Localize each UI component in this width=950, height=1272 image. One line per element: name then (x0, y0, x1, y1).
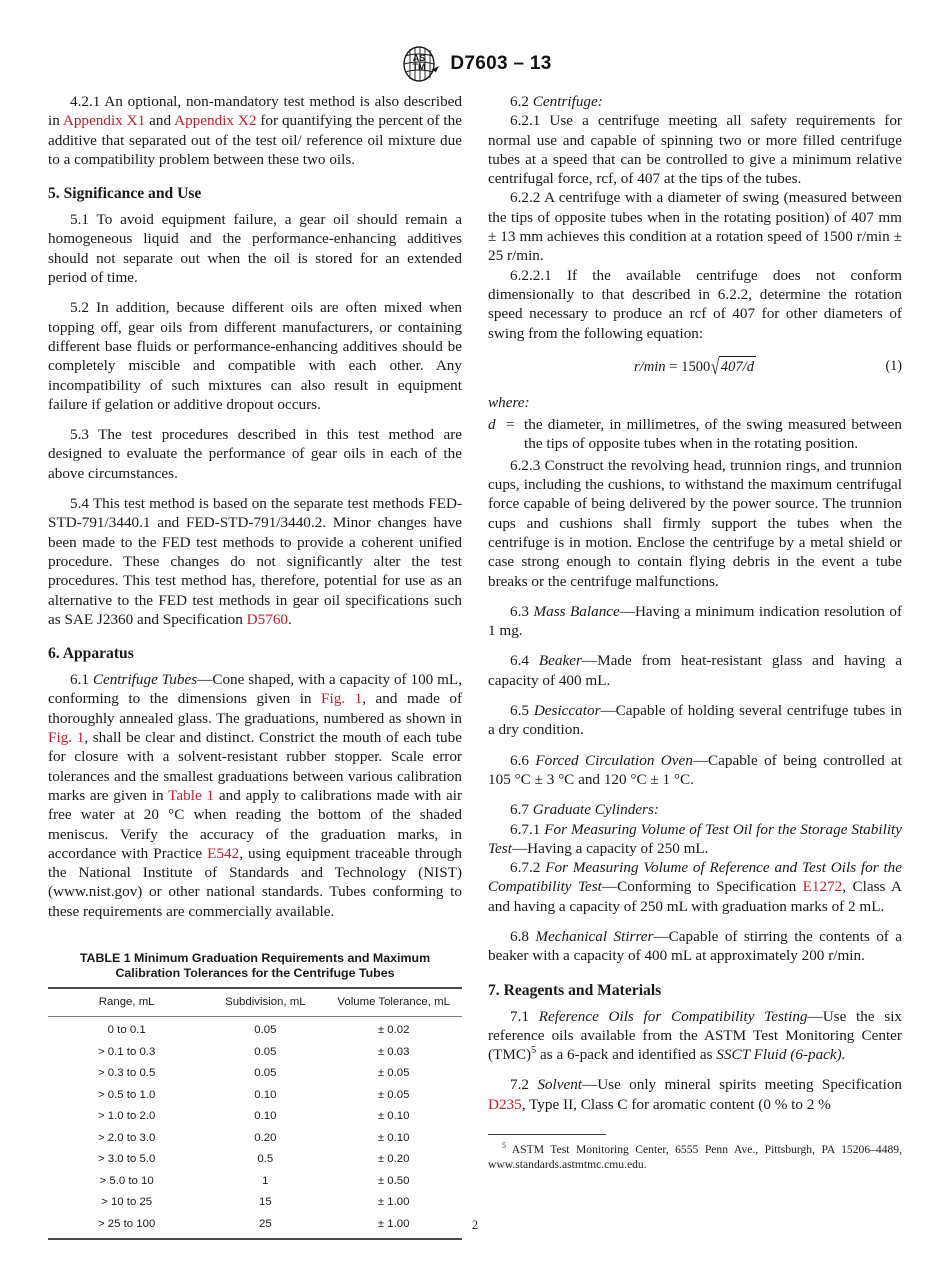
equation-number: (1) (885, 357, 902, 374)
table-row (48, 1017, 462, 1042)
paragraph-7-2 (488, 1075, 902, 1114)
paragraph-5-4 (48, 494, 462, 629)
definition-equals: = (506, 416, 515, 434)
table-row (48, 1085, 462, 1106)
paragraph-6-1 (48, 670, 462, 921)
cell-subdivision: 0.10 (254, 1088, 277, 1101)
paragraph-spacer (488, 1064, 902, 1075)
cell-subdivision: 15 (259, 1196, 272, 1209)
paragraph-6-2-2-1: 6.2.2.1 If the available centrifuge does not conform dimensionally to that described in 6.2.2, determine the rotation speed necessary to produce an rcf of 407 for other diameters of swing from the following equation: (488, 266, 902, 342)
para-7-1-term-2: SSCT Fluid (6-pack). (716, 1046, 846, 1064)
para-6-3-term: Mass Balance (533, 602, 620, 620)
footnote-marker-5[interactable]: 5 (531, 1045, 537, 1057)
cell-range: > 10 to 25 (101, 1196, 153, 1209)
table-1-head (48, 988, 462, 1017)
paragraph-6-6 (488, 751, 902, 790)
para-6-7-2-number: 6.7.2 (510, 859, 546, 877)
para-6-4-term: Beaker (538, 652, 582, 670)
square-root-icon (710, 355, 756, 380)
svg-text:TM: TM (412, 62, 426, 72)
cell-range: > 5.0 to 10 (99, 1174, 154, 1187)
cell-subdivision: 25 (259, 1217, 272, 1230)
definition-text-d: the diameter, in millimetres, of the swing measured between the tips of opposite tubes when in the rotating position. (524, 416, 902, 453)
paragraph-6-3 (488, 602, 902, 641)
para-6-1-term: Centrifuge Tubes (92, 671, 198, 689)
paragraph-spacer (488, 740, 902, 751)
svg-text:AS: AS (413, 53, 426, 63)
para-4-2-1-text-b: and (145, 112, 175, 130)
radical-sign: √ (711, 355, 720, 380)
cell-subdivision: 0.5 (257, 1153, 274, 1166)
para-6-5-term: Desiccator (533, 702, 601, 720)
paragraph-6-7-1 (488, 820, 902, 859)
paragraph-spacer (488, 789, 902, 800)
para-7-1-term: Reference Oils for Compatibility Testing (538, 1007, 808, 1025)
para-5-4-text-b: . (288, 610, 292, 628)
para-6-6-number: 6.6 (510, 751, 536, 769)
cell-range: > 25 to 100 (97, 1217, 156, 1230)
paragraph-6-4 (488, 651, 902, 690)
cell-range: 0 to 0.1 (107, 1024, 146, 1037)
paragraph-spacer (48, 414, 462, 425)
paragraph-spacer (48, 483, 462, 494)
para-6-8-number: 6.8 (510, 927, 536, 945)
para-7-1-number: 7.1 (510, 1007, 539, 1025)
column-header-subdivision: Subdivision, mL (205, 988, 325, 1017)
paragraph-6-5 (488, 701, 902, 740)
para-6-7-2-text-b: , Class A and having a capacity of 250 mL with graduation marks of 2 mL. (488, 878, 902, 915)
para-6-3-text: —Having a minimum indication resolution of 1 mg. (488, 602, 903, 640)
heading-section-7: 7. Reagents and Materials (488, 981, 662, 999)
cell-range: > 2.0 to 3.0 (97, 1131, 156, 1144)
table-row (48, 1063, 462, 1084)
cell-tolerance: ± 1.00 (377, 1217, 410, 1230)
para-6-4-number: 6.4 (510, 652, 539, 670)
paragraph-6-7-2 (488, 858, 902, 916)
table-row (48, 1192, 462, 1213)
para-7-2-text-a: —Use only mineral spirits meeting Specification (582, 1076, 903, 1094)
cell-subdivision: 0.05 (254, 1024, 277, 1037)
footnote-number: 5 (502, 1141, 506, 1151)
reference-d235[interactable]: D235 (488, 1095, 522, 1113)
table-row (48, 1042, 462, 1063)
equation-1 (488, 355, 902, 380)
paragraph-6-2 (488, 92, 902, 111)
para-6-4-text: —Made from heat-resistant glass and having a capacity of 400 mL. (488, 652, 903, 689)
reference-appendix-x2[interactable]: Appendix X2 (174, 112, 257, 130)
table-row (48, 1149, 462, 1170)
reference-fig-1-first[interactable]: Fig. 1 (321, 690, 363, 708)
page-number: 2 (471, 1218, 479, 1232)
right-column (488, 92, 902, 1172)
cell-tolerance: ± 0.02 (377, 1024, 410, 1037)
para-5-4-text-a: 5.4 This test method is based on the separate test methods FED-STD-791/3440.1 and FED-STD-791/3440.2. Minor changes have been made to the FED test methods to provide a coherent unified procedure. These changes do not significantly alter the test procedures. This test method has, therefore, potential for use as an alternative to the FED test methods in gear oil specifications such as SAE J2360 and Specification (48, 495, 462, 628)
cell-subdivision: 0.05 (254, 1067, 277, 1080)
para-6-5-number: 6.5 (510, 702, 534, 720)
column-header-range: Range, mL (48, 988, 205, 1017)
paragraph-6-2-1: 6.2.1 Use a centrifuge meeting all safety requirements for normal use and capable of spinning two or more filled centrifuge tubes at a speed that can be controlled to give a minimum relative centrifugal force, rcf, of 407 at the tips of the tubes. (488, 112, 902, 188)
where-label: where: (488, 393, 530, 411)
paragraph-spacer (488, 690, 902, 701)
para-6-6-term: Forced Circulation Oven (535, 751, 693, 769)
footnote-divider (488, 1134, 606, 1135)
paragraph-spacer (48, 287, 462, 298)
para-6-1-number: 6.1 (70, 671, 93, 689)
para-6-7-2-text-a: —Conforming to Specification (601, 878, 803, 896)
equation-lhs: r/min (633, 358, 666, 375)
para-6-1-text-c: , shall be clear and distinct. Constrict the mouth of each tube for closure with a solvent-resistant rubber stopper. Scale error tolerances and the smallest graduations between various calibration marks are given in (48, 729, 462, 804)
cell-tolerance: ± 0.10 (377, 1131, 410, 1144)
cell-tolerance: ± 0.03 (377, 1045, 410, 1058)
para-7-2-text-b: , Type II, Class C for aromatic content (0 % to 2 % (521, 1095, 831, 1113)
heading-section-6: 6. Apparatus (48, 645, 134, 663)
paragraph-spacer (488, 640, 902, 651)
para-6-1-text-b: , and made of thoroughly annealed glass. The graduations, numbered as shown in (48, 690, 462, 727)
table-row (48, 1106, 462, 1127)
para-6-7-term: Graduate Cylinders: (532, 801, 659, 819)
reference-e1272[interactable]: E1272 (802, 878, 843, 896)
para-7-1-text-b: as a 6-pack and identified as (536, 1046, 717, 1064)
definition-term-d: d (488, 416, 496, 434)
table-row (48, 1171, 462, 1192)
para-6-8-term: Mechanical Stirrer (535, 927, 654, 945)
paragraph-6-2-2: 6.2.2 A centrifuge with a diameter of swing (measured between the tips of opposite tubes when in the rotating position) of 407 mm ± 13 mm achieves this condition at a rotation speed of 1500 r/min ± 25 r/min. (488, 189, 902, 265)
para-6-1-text-d: and apply to calibrations made with air free water at 20 °C when reading the bottom of the shaded meniscus. Verify the accuracy of the graduation marks, in accordance with Practice (48, 786, 462, 862)
footnote-text: ASTM Test Monitoring Center, 6555 Penn Ave., Pittsburgh, PA 15206–4489, www.standards.astmtmc.cmu.edu. (488, 1143, 902, 1172)
cell-range: > 3.0 to 5.0 (97, 1153, 156, 1166)
paragraph-spacer (488, 916, 902, 927)
cell-range: > 0.5 to 1.0 (97, 1088, 156, 1101)
para-7-2-term: Solvent (537, 1076, 583, 1094)
paragraph-7-1 (488, 1007, 902, 1065)
cell-range: > 0.3 to 0.5 (97, 1067, 156, 1080)
para-6-3-number: 6.3 (510, 602, 534, 620)
cell-subdivision: 1 (262, 1174, 269, 1187)
cell-tolerance: ± 0.50 (377, 1174, 410, 1187)
table-1 (48, 987, 462, 1240)
cell-tolerance: ± 0.05 (377, 1088, 410, 1101)
para-6-6-text: —Capable of being controlled at 105 °C ± 3 °C and 120 °C ± 1 °C. (488, 751, 903, 788)
column-header-volume-tolerance: Volume Tolerance, mL (325, 988, 462, 1017)
para-6-2-number: 6.2 (510, 93, 533, 110)
paragraph-5-2: 5.2 In addition, because different oils are often mixed when topping off, gear oils from different manufacturers, or containing different base fluids or performance-enhancing additives should be completely miscible and compatible with each other. Any incompatibility of such mixtures can also result in equipment failure if gelation or additive dropout occurs. (48, 299, 462, 413)
paragraph-6-2-3: 6.2.3 Construct the revolving head, trunnion rings, and trunnion cups, including the cushions, to withstand the maximum centrifugal force capable of being delivered by the power source. The trunnion cups and cushions shall firmly support the tubes when the centrifuge is in motion. Enclose the centrifuge by a metal shield or case strong enough to contain flying debris in the event a tube breaks or the centrifuge malfunctions. (488, 456, 902, 590)
para-6-7-number: 6.7 (510, 801, 533, 819)
left-column (48, 92, 462, 1240)
footnote-5 (488, 1142, 902, 1172)
cell-subdivision: 0.10 (254, 1110, 277, 1123)
heading-section-5: 5. Significance and Use (48, 185, 202, 203)
astm-logo-icon (398, 46, 440, 82)
reference-d5760[interactable]: D5760 (246, 610, 289, 628)
para-6-7-1-term: For Measuring Volume of Test Oil for the Storage Stability Test (488, 820, 902, 857)
para-6-7-1-number: 6.7.1 (510, 820, 545, 838)
cell-range: > 1.0 to 2.0 (97, 1110, 156, 1123)
para-6-2-term: Centrifuge: (532, 93, 603, 110)
para-6-8-text: —Capable of stirring the contents of a beaker with a capacity of 400 mL at approximately 200 r/min. (488, 927, 903, 965)
cell-subdivision: 0.20 (254, 1131, 277, 1144)
para-6-5-text: —Capable of holding several centrifuge tubes in a dry condition. (488, 702, 903, 739)
paragraph-6-8 (488, 927, 902, 966)
table-1-title: TABLE 1 Minimum Graduation Requirements and Maximum Calibration Tolerances for the Centrifuge Tubes (79, 950, 431, 980)
cell-subdivision: 0.05 (254, 1045, 277, 1058)
reference-fig-1-second[interactable]: Fig. 1 (48, 729, 85, 747)
definition-list (488, 415, 902, 454)
para-7-1-text-a: —Use the six reference oils available from the ASTM Test Monitoring Center (TMC) (488, 1007, 903, 1064)
equation-1-block (488, 356, 902, 382)
table-1-container (48, 951, 462, 1240)
para-4-2-1-text-a: 4.2.1 An optional, non-mandatory test method is also described in (48, 93, 462, 130)
cell-tolerance: ± 1.00 (377, 1196, 410, 1209)
page-header (0, 46, 950, 82)
reference-table-1[interactable]: Table 1 (168, 786, 215, 804)
cell-tolerance: ± 0.10 (377, 1110, 410, 1123)
para-4-2-1-text-c: for quantifying the percent of the additive that separated out of the test oil/ reference oil mixture due to a compatibility problem between these two oils. (48, 112, 462, 168)
footnote-container (488, 1134, 902, 1172)
paragraph-4-2-1 (48, 92, 462, 169)
equation-equals: = (669, 358, 678, 375)
paragraph-5-3: 5.3 The test procedures described in this test method are designed to evaluate the performance of gear oils in each of the above circumstances. (48, 426, 462, 482)
reference-appendix-x1[interactable]: Appendix X1 (62, 112, 146, 130)
paragraph-5-1: 5.1 To avoid equipment failure, a gear oil should remain a homogeneous liquid and the performance-enhancing additives should not separate out when the oil is stored for an extended period of time. (48, 211, 462, 287)
paragraph-6-7 (488, 800, 902, 819)
reference-e542[interactable]: E542 (207, 844, 240, 862)
equation-coefficient: 1500 (681, 358, 711, 375)
table-header-row (48, 988, 462, 1017)
paragraph-spacer (488, 591, 902, 602)
table-row (48, 1128, 462, 1149)
table-1-body (48, 1017, 462, 1239)
cell-tolerance: ± 0.20 (377, 1153, 410, 1166)
para-6-7-1-text: —Having a capacity of 250 mL. (511, 839, 709, 857)
para-6-1-text-e: , using equipment traceable through the National Institute of Standards and Technology (NIST) (www.nist.gov) or other national standards. Tubes conforming to these requirements are commercially available. (48, 844, 462, 920)
equation-radicand: 407/d (719, 356, 756, 377)
para-6-7-2-term: For Measuring Volume of Reference and Test Oils for the Compatibility Test (488, 859, 902, 896)
document-designation: D7603 – 13 (450, 53, 552, 74)
para-6-1-text-a: —Cone shaped, with a capacity of 100 mL, conforming to the dimensions given in (48, 671, 462, 708)
cell-tolerance: ± 0.05 (377, 1067, 410, 1080)
cell-range: > 0.1 to 0.3 (97, 1045, 156, 1058)
para-7-2-number: 7.2 (510, 1076, 538, 1094)
